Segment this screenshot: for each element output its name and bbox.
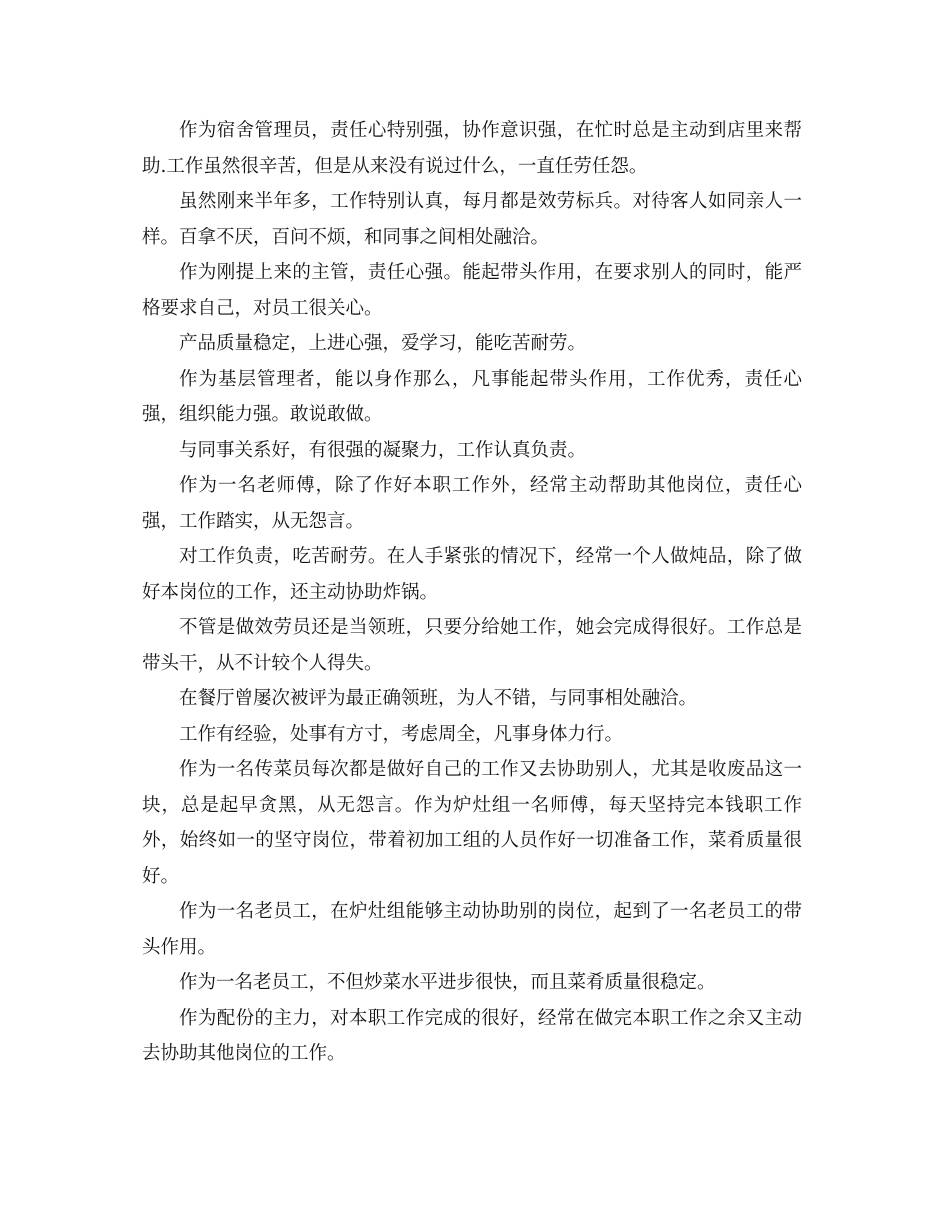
document-body: [142, 113, 802, 1072]
paragraph-4: 产品质量稳定，上进心强，爱学习，能吃苦耐劳。: [179, 333, 587, 354]
paragraph-15: 作为配份的主力，对本职工作完成的很好，经常在做完本职工作之余又主动去协助其他岗位的工作。: [142, 1007, 802, 1064]
paragraph-3: 作为刚提上来的主管，责任心强。能起带头作用，在要求别人的同时，能严格要求自己，对员工很关心。: [142, 262, 802, 319]
paragraph-5: 作为基层管理者，能以身作那么，凡事能起带头作用，工作优秀，责任心强，组织能力强。敢说敢做。: [142, 368, 802, 425]
paragraph-7: 作为一名老师傅，除了作好本职工作外，经常主动帮助其他岗位，责任心强，工作踏实，从无怨言。: [142, 475, 802, 532]
paragraph-11: 工作有经验，处事有方寸，考虑周全，凡事身体力行。: [179, 723, 624, 745]
paragraph-12: 作为一名传菜员每次都是做好自己的工作又去协助别人，尤其是收废品这一块，总是起早贪黑，从无怨言。作为炉灶组一名师傅，每天坚持完本钱职工作外，始终如一的坚守岗位，带着初加工组的人员作好一切准备工作，菜肴质量很好。: [142, 759, 802, 887]
paragraph-13: 作为一名老员工，在炉灶组能够主动协助别的岗位，起到了一名老员工的带头作用。: [142, 901, 802, 958]
paragraph-14: 作为一名老员工，不但炒菜水平进步很快，而且菜肴质量很稳定。: [179, 972, 716, 993]
paragraph-2: 虽然刚来半年多，工作特别认真，每月都是效劳标兵。对待客人如同亲人一样。百拿不厌，百问不烦，和同事之间相处融洽。: [142, 191, 802, 248]
paragraph-9: 不管是做效劳员还是当领班，只要分给她工作，她会完成得很好。工作总是带头干，从不计较个人得失。: [142, 617, 802, 674]
paragraph-1: 作为宿舍管理员，责任心特别强，协作意识强，在忙时总是主动到店里来帮助.工作虽然很辛苦，但是从来没有说过什么，一直任劳任怨。: [142, 120, 802, 177]
paragraph-6: 与同事关系好，有很强的凝聚力，工作认真负责。: [179, 439, 587, 461]
paragraph-10: 在餐厅曾屡次被评为最正确领班，为人不错，与同事相处融洽。: [179, 688, 698, 709]
paragraph-8: 对工作负责，吃苦耐劳。在人手紧张的情况下，经常一个人做炖品，除了做好本岗位的工作，还主动协助炸锅。: [142, 546, 802, 603]
